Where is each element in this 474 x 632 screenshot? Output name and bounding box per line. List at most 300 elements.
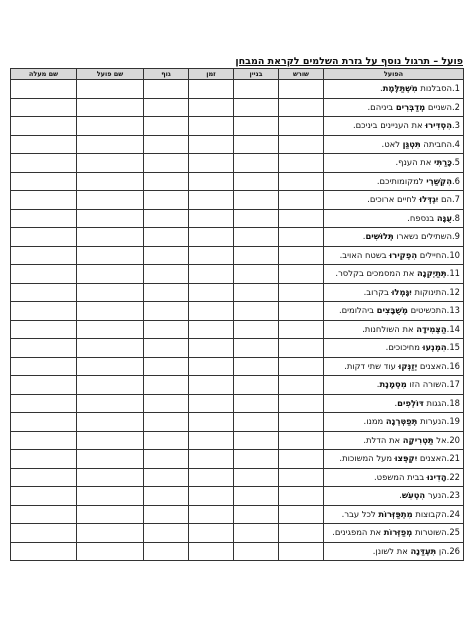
table-row	[11, 320, 464, 339]
sentence-prefix: השניים	[425, 101, 452, 112]
sentence-prefix: הגגות	[423, 397, 447, 408]
answer-cell[interactable]	[144, 117, 189, 136]
highlighted-verb: תְּפַטְּרְנָה	[385, 416, 418, 426]
sentence-number: 4.	[451, 138, 460, 149]
answer-cell[interactable]	[11, 376, 77, 395]
answer-cell[interactable]	[189, 135, 234, 154]
sentence-prefix: הם	[438, 194, 452, 204]
answer-cell[interactable]	[77, 283, 144, 302]
answer-cell[interactable]	[77, 246, 144, 265]
table-row	[11, 339, 464, 358]
answer-cell[interactable]	[234, 431, 279, 450]
sentence-number: 5.	[451, 157, 460, 167]
sentence-prefix: החיילים	[417, 249, 447, 260]
sentence-number: 2.	[451, 101, 460, 112]
sentence-suffix: בשטח האויב.	[339, 249, 390, 260]
highlighted-verb: תַּטְרִיקָה	[402, 434, 434, 445]
table-row	[11, 154, 464, 173]
highlighted-verb: תְּתַיְקִנָה	[417, 268, 447, 278]
answer-cell[interactable]	[234, 283, 279, 302]
sentence-number: 6.	[451, 175, 460, 186]
column-header: בניין	[234, 69, 279, 80]
sentence-suffix: לאט.	[381, 138, 403, 149]
answer-cell[interactable]	[234, 505, 279, 524]
answer-cell[interactable]	[77, 505, 144, 524]
sentence-suffix: ממנו.	[363, 416, 386, 426]
answer-cell[interactable]	[279, 98, 324, 117]
answer-cell[interactable]	[189, 413, 234, 432]
answer-cell[interactable]	[77, 265, 144, 284]
answer-cell[interactable]	[77, 413, 144, 432]
sentence-number: 1.	[451, 83, 460, 93]
answer-cell[interactable]	[144, 283, 189, 302]
answer-cell[interactable]	[234, 542, 279, 561]
column-header: שורש	[279, 69, 324, 80]
answer-cell[interactable]	[11, 246, 77, 265]
answer-cell[interactable]	[279, 172, 324, 191]
sentence-cell	[324, 524, 464, 543]
answer-cell[interactable]	[11, 468, 77, 487]
table-row	[11, 394, 464, 413]
answer-cell[interactable]	[11, 265, 77, 284]
answer-cell[interactable]	[11, 542, 77, 561]
table-row	[11, 265, 464, 284]
answer-cell[interactable]	[144, 98, 189, 117]
answer-cell[interactable]	[11, 228, 77, 247]
answer-cell[interactable]	[144, 135, 189, 154]
answer-cell[interactable]	[234, 468, 279, 487]
highlighted-verb: מְדַבְּרִים	[395, 101, 426, 112]
answer-cell[interactable]	[144, 357, 189, 376]
answer-cell[interactable]	[11, 413, 77, 432]
answer-cell[interactable]	[189, 246, 234, 265]
highlighted-verb: הִטְעִשׁ	[401, 490, 426, 500]
answer-cell[interactable]	[77, 172, 144, 191]
answer-cell[interactable]	[279, 542, 324, 561]
answer-cell[interactable]	[234, 357, 279, 376]
answer-cell[interactable]	[189, 117, 234, 136]
sentence-suffix: את הענף.	[395, 157, 434, 167]
sentence-number: 26.	[446, 545, 460, 556]
highlighted-verb: תִּטְגַּן	[402, 138, 421, 149]
answer-cell[interactable]	[279, 413, 324, 432]
answer-cell[interactable]	[11, 154, 77, 173]
highlighted-verb: מִתְפַּזְּרוֹת	[378, 508, 413, 519]
sentence-suffix: את העניינים ביניכם.	[352, 120, 426, 130]
table-row	[11, 413, 464, 432]
sentence-cell	[324, 154, 464, 173]
sentence-number: 12.	[446, 286, 460, 297]
sentence-cell	[324, 431, 464, 450]
answer-cell[interactable]	[234, 524, 279, 543]
sentence-cell	[324, 394, 464, 413]
answer-cell[interactable]	[11, 117, 77, 136]
answer-cell[interactable]	[11, 302, 77, 321]
answer-cell[interactable]	[234, 320, 279, 339]
table-row	[11, 209, 464, 228]
sentence-prefix: השתילים נשארו	[393, 231, 452, 241]
answer-cell[interactable]	[189, 265, 234, 284]
table-row	[11, 246, 464, 265]
sentence-cell	[324, 172, 464, 191]
answer-cell[interactable]	[279, 376, 324, 395]
sentence-cell	[324, 505, 464, 524]
sentence-suffix: לחיים ארוכים.	[367, 194, 420, 204]
highlighted-verb: דּוֹלְפִים	[397, 397, 424, 408]
answer-cell[interactable]	[77, 117, 144, 136]
answer-cell[interactable]	[189, 431, 234, 450]
answer-cell[interactable]	[279, 228, 324, 247]
sentence-number: 25.	[446, 527, 460, 537]
answer-cell[interactable]	[144, 468, 189, 487]
sentence-cell	[324, 487, 464, 506]
sentence-suffix: מחיכוכים.	[385, 342, 423, 352]
sentence-number: 21.	[446, 453, 460, 463]
answer-cell[interactable]	[279, 394, 324, 413]
sentence-suffix: מעל המשוכות.	[339, 453, 395, 463]
answer-cell[interactable]	[144, 487, 189, 506]
answer-cell[interactable]	[11, 339, 77, 358]
answer-cell[interactable]	[189, 339, 234, 358]
answer-cell[interactable]	[77, 209, 144, 228]
sentence-cell	[324, 246, 464, 265]
answer-cell[interactable]	[77, 468, 144, 487]
answer-cell[interactable]	[144, 172, 189, 191]
column-header: שם מעלה	[11, 69, 77, 80]
highlighted-verb: יְזַנְּקוּ	[398, 360, 418, 371]
answer-cell[interactable]	[279, 302, 324, 321]
sentence-suffix: את המסמכים בקלסר.	[335, 268, 418, 278]
answer-cell[interactable]	[144, 265, 189, 284]
answer-cell[interactable]	[77, 450, 144, 469]
sentence-cell	[324, 542, 464, 561]
answer-cell[interactable]	[144, 80, 189, 99]
table-row	[11, 450, 464, 469]
answer-cell[interactable]	[11, 431, 77, 450]
sentence-suffix: .	[376, 379, 380, 389]
answer-cell[interactable]	[189, 394, 234, 413]
table-header-row	[11, 69, 464, 80]
sentence-suffix: .	[399, 490, 402, 500]
answer-cell[interactable]	[144, 154, 189, 173]
sentence-cell	[324, 135, 464, 154]
answer-cell[interactable]	[11, 524, 77, 543]
highlighted-verb: מִשְׁתַּלֶּמֶת	[382, 83, 418, 93]
answer-cell[interactable]	[144, 524, 189, 543]
answer-cell[interactable]	[234, 98, 279, 117]
highlighted-verb: יִגָּמְלוּ	[391, 286, 412, 297]
answer-cell[interactable]	[77, 357, 144, 376]
sentence-prefix: אל	[433, 434, 447, 445]
sentence-prefix: הסבלנות	[417, 83, 452, 93]
table-row	[11, 376, 464, 395]
table-row	[11, 80, 464, 99]
table-row	[11, 228, 464, 247]
answer-cell[interactable]	[279, 191, 324, 210]
answer-cell[interactable]	[279, 246, 324, 265]
highlighted-verb: תִּעְדַּנָה	[410, 545, 437, 556]
sentence-number: 24.	[446, 508, 460, 519]
highlighted-verb: הִפְקִירוּ	[389, 249, 418, 260]
answer-cell[interactable]	[189, 320, 234, 339]
answer-cell[interactable]	[11, 191, 77, 210]
table-body	[11, 80, 464, 561]
sentence-number: 8.	[451, 212, 460, 223]
sentence-number: 10.	[446, 249, 460, 260]
answer-cell[interactable]	[144, 302, 189, 321]
sentence-prefix: השורה הזו	[406, 379, 447, 389]
answer-cell[interactable]	[11, 450, 77, 469]
answer-cell[interactable]	[234, 228, 279, 247]
table-row	[11, 542, 464, 561]
sentence-prefix: התכשיטים	[407, 305, 447, 315]
sentence-cell	[324, 468, 464, 487]
answer-cell[interactable]	[77, 154, 144, 173]
highlighted-verb: הִקְשַׁרְי	[426, 175, 452, 186]
sentence-suffix: .	[380, 83, 383, 93]
highlighted-verb: הַצְּמִידָה	[416, 323, 447, 334]
answer-cell[interactable]	[279, 154, 324, 173]
answer-cell[interactable]	[234, 209, 279, 228]
answer-cell[interactable]	[189, 450, 234, 469]
answer-cell[interactable]	[77, 431, 144, 450]
answer-cell[interactable]	[279, 117, 324, 136]
answer-cell[interactable]	[77, 542, 144, 561]
table-row	[11, 524, 464, 543]
sentence-prefix: הן	[436, 545, 447, 556]
answer-cell[interactable]	[189, 357, 234, 376]
answer-cell[interactable]	[144, 320, 189, 339]
answer-cell[interactable]	[234, 487, 279, 506]
worksheet-title: פועל – תרגול נוסף על גזרת השלמים לקראת המבחן	[235, 56, 463, 67]
table-row	[11, 487, 464, 506]
sentence-cell	[324, 413, 464, 432]
answer-cell[interactable]	[11, 98, 77, 117]
sentence-cell	[324, 450, 464, 469]
answer-cell[interactable]	[279, 209, 324, 228]
answer-cell[interactable]	[189, 302, 234, 321]
answer-cell[interactable]	[234, 117, 279, 136]
sentence-suffix: ביהלומים.	[338, 305, 377, 315]
answer-cell[interactable]	[11, 357, 77, 376]
answer-cell[interactable]	[189, 154, 234, 173]
highlighted-verb: כָּרַתִּי	[434, 157, 452, 167]
sentence-prefix: האצנים	[417, 360, 447, 371]
table-row	[11, 357, 464, 376]
exercise-table	[10, 68, 464, 561]
sentence-suffix: לכל עבר.	[341, 508, 379, 519]
sentence-number: 14.	[446, 323, 460, 334]
sentence-prefix: הנער	[425, 490, 447, 500]
answer-cell[interactable]	[279, 283, 324, 302]
sentence-suffix: .	[394, 397, 398, 408]
sentence-number: 13.	[446, 305, 460, 315]
sentence-number: 9.	[451, 231, 460, 241]
answer-cell[interactable]	[144, 394, 189, 413]
answer-cell[interactable]	[77, 228, 144, 247]
answer-cell[interactable]	[11, 80, 77, 99]
answer-cell[interactable]	[234, 265, 279, 284]
sentence-prefix: הקבוצות	[412, 508, 447, 519]
sentence-cell	[324, 228, 464, 247]
answer-cell[interactable]	[144, 431, 189, 450]
answer-cell[interactable]	[144, 505, 189, 524]
answer-cell[interactable]	[234, 302, 279, 321]
answer-cell[interactable]	[144, 339, 189, 358]
answer-cell[interactable]	[77, 376, 144, 395]
sentence-cell	[324, 191, 464, 210]
sentence-cell	[324, 302, 464, 321]
answer-cell[interactable]	[234, 135, 279, 154]
answer-cell[interactable]	[144, 450, 189, 469]
answer-cell[interactable]	[144, 376, 189, 395]
answer-cell[interactable]	[77, 80, 144, 99]
sentence-number: 11.	[446, 268, 460, 278]
answer-cell[interactable]	[11, 320, 77, 339]
answer-cell[interactable]	[77, 320, 144, 339]
answer-cell[interactable]	[77, 339, 144, 358]
answer-cell[interactable]	[11, 283, 77, 302]
sentence-prefix: התינוקות	[411, 286, 447, 297]
table-row	[11, 302, 464, 321]
answer-cell[interactable]	[11, 505, 77, 524]
highlighted-verb: יִגְדְּלוּ	[419, 194, 439, 204]
answer-cell[interactable]	[234, 191, 279, 210]
sentence-prefix: הנערות	[417, 416, 447, 426]
answer-cell[interactable]	[279, 135, 324, 154]
answer-cell[interactable]	[234, 154, 279, 173]
answer-cell[interactable]	[279, 487, 324, 506]
sentence-suffix: ביניהם.	[367, 101, 396, 112]
highlighted-verb: מְשֻׁבָּצִים	[376, 305, 408, 315]
sentence-number: 3.	[451, 120, 460, 130]
answer-cell[interactable]	[144, 209, 189, 228]
sentence-prefix: האצנים	[417, 453, 447, 463]
sentence-number: 23.	[446, 490, 460, 500]
table-row	[11, 117, 464, 136]
answer-cell[interactable]	[77, 191, 144, 210]
sentence-number: 15.	[446, 342, 460, 352]
answer-cell[interactable]	[189, 191, 234, 210]
sentence-suffix: בבית המשפט.	[374, 471, 427, 482]
answer-cell[interactable]	[279, 265, 324, 284]
answer-cell[interactable]	[189, 542, 234, 561]
answer-cell[interactable]	[279, 80, 324, 99]
answer-cell[interactable]	[279, 320, 324, 339]
answer-cell[interactable]	[234, 172, 279, 191]
answer-cell[interactable]	[189, 283, 234, 302]
answer-cell[interactable]	[77, 98, 144, 117]
table-row	[11, 98, 464, 117]
answer-cell[interactable]	[189, 487, 234, 506]
sentence-number: 20.	[446, 434, 460, 445]
column-header: גוף	[144, 69, 189, 80]
answer-cell[interactable]	[144, 228, 189, 247]
column-header: זמן	[189, 69, 234, 80]
answer-cell[interactable]	[77, 487, 144, 506]
sentence-cell	[324, 357, 464, 376]
sentence-cell	[324, 117, 464, 136]
answer-cell[interactable]	[77, 524, 144, 543]
answer-cell[interactable]	[279, 357, 324, 376]
table-row	[11, 191, 464, 210]
answer-cell[interactable]	[234, 80, 279, 99]
answer-cell[interactable]	[11, 135, 77, 154]
column-header: שם פועל	[77, 69, 144, 80]
answer-cell[interactable]	[144, 246, 189, 265]
answer-cell[interactable]	[279, 450, 324, 469]
answer-cell[interactable]	[144, 542, 189, 561]
answer-cell[interactable]	[189, 524, 234, 543]
answer-cell[interactable]	[77, 394, 144, 413]
answer-cell[interactable]	[77, 135, 144, 154]
answer-cell[interactable]	[11, 394, 77, 413]
sentence-number: 17.	[446, 379, 460, 389]
answer-cell[interactable]	[189, 172, 234, 191]
sentence-number: 22.	[446, 471, 460, 482]
answer-cell[interactable]	[279, 431, 324, 450]
highlighted-verb: מְפַזְּרוֹת	[383, 527, 413, 537]
answer-cell[interactable]	[279, 524, 324, 543]
answer-cell[interactable]	[189, 209, 234, 228]
answer-cell[interactable]	[279, 505, 324, 524]
answer-cell[interactable]	[11, 172, 77, 191]
answer-cell[interactable]	[234, 394, 279, 413]
sentence-number: 18.	[446, 397, 460, 408]
answer-cell[interactable]	[144, 191, 189, 210]
sentence-suffix: בקרוב.	[363, 286, 392, 297]
sentence-cell	[324, 98, 464, 117]
table-row	[11, 172, 464, 191]
table-row	[11, 431, 464, 450]
answer-cell[interactable]	[189, 80, 234, 99]
answer-cell[interactable]	[234, 450, 279, 469]
sentence-suffix: בנספח.	[407, 212, 437, 223]
answer-cell[interactable]	[279, 339, 324, 358]
sentence-cell	[324, 283, 464, 302]
answer-cell[interactable]	[279, 468, 324, 487]
answer-cell[interactable]	[189, 505, 234, 524]
sentence-cell	[324, 209, 464, 228]
answer-cell[interactable]	[144, 413, 189, 432]
highlighted-verb: הָדִינוּ	[426, 471, 447, 482]
sentence-suffix: .	[362, 231, 366, 241]
answer-cell[interactable]	[234, 246, 279, 265]
answer-cell[interactable]	[77, 302, 144, 321]
answer-cell[interactable]	[11, 487, 77, 506]
answer-cell[interactable]	[234, 339, 279, 358]
sentence-cell	[324, 376, 464, 395]
sentence-cell	[324, 320, 464, 339]
highlighted-verb: יִקְפְּצוּ	[394, 453, 418, 463]
sentence-prefix: החביתה	[420, 138, 452, 149]
answer-cell[interactable]	[11, 209, 77, 228]
sentence-suffix: עוד שתי דקות.	[344, 360, 399, 371]
sentence-cell	[324, 339, 464, 358]
answer-cell[interactable]	[189, 228, 234, 247]
answer-cell[interactable]	[189, 468, 234, 487]
answer-cell[interactable]	[234, 376, 279, 395]
column-header: הפועל	[324, 69, 464, 80]
table-row	[11, 283, 464, 302]
answer-cell[interactable]	[189, 98, 234, 117]
answer-cell[interactable]	[234, 413, 279, 432]
table-row	[11, 505, 464, 524]
answer-cell[interactable]	[189, 376, 234, 395]
highlighted-verb: תְּלוּשִׁים	[365, 231, 394, 241]
sentence-suffix: את המפגינים.	[332, 527, 384, 537]
sentence-number: 7.	[451, 194, 460, 204]
